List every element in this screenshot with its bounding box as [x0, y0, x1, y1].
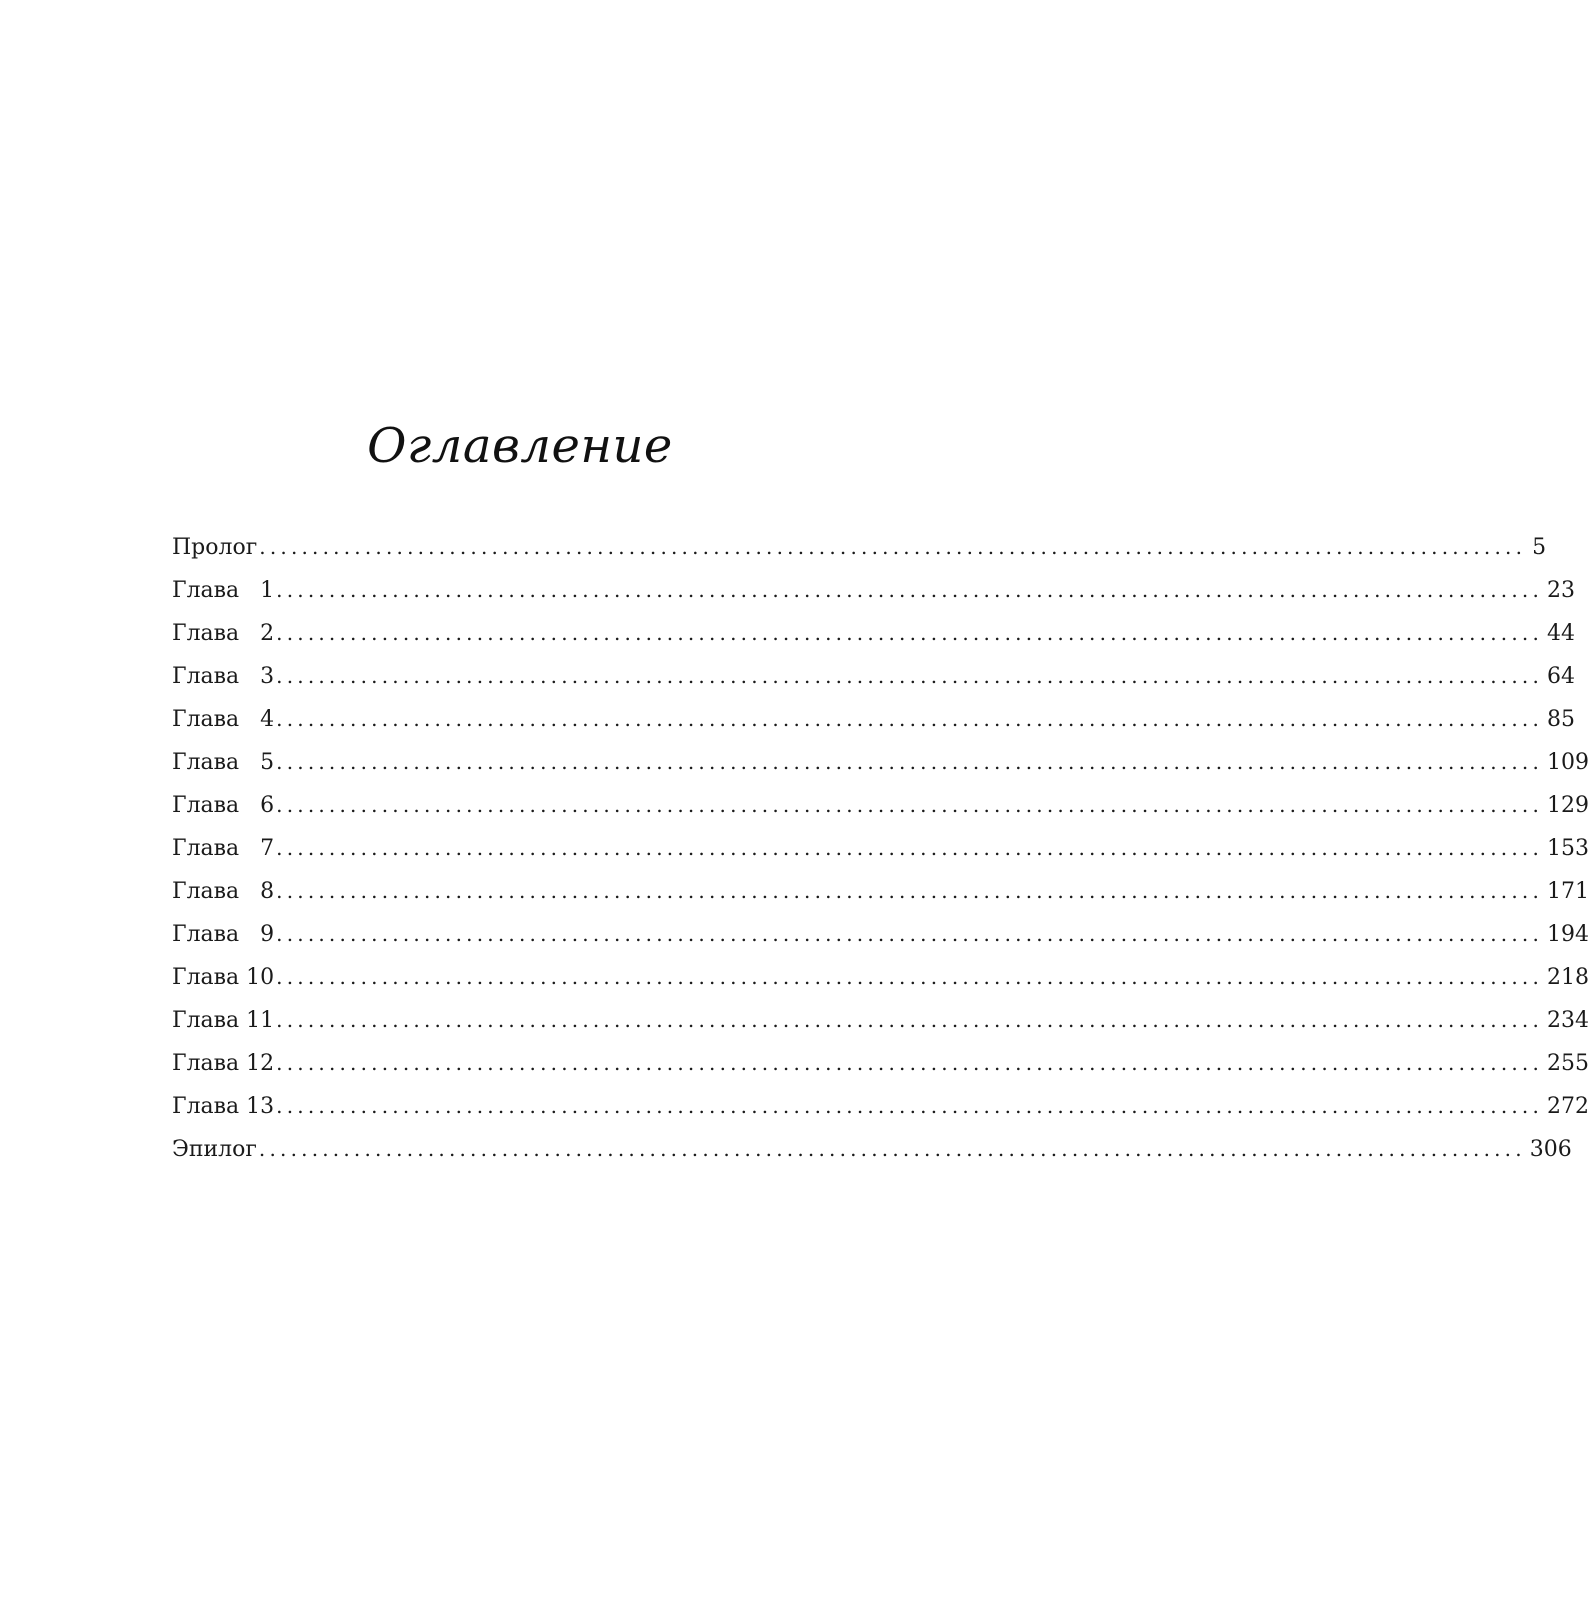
- toc-entry-page: 272: [1547, 1094, 1589, 1119]
- toc-entry-chapter-2: [172, 612, 1576, 655]
- toc-entry-label: Глава 1: [172, 578, 275, 603]
- toc-entry-page: 85: [1547, 707, 1576, 732]
- toc-leader-dots: ........................................................................................................................: [276, 922, 1544, 946]
- toc-entry-label: Глава 6: [172, 793, 275, 818]
- toc-leader-dots: ........................................................................................................................: [276, 1008, 1544, 1032]
- toc-entry-label: Глава 3: [172, 664, 275, 689]
- toc-leader-dots: ........................................................................................................................: [276, 578, 1544, 602]
- toc-entry-page: 255: [1547, 1051, 1589, 1076]
- toc-entry-chapter-5: [172, 741, 1589, 784]
- toc-entry-page: 64: [1547, 664, 1576, 689]
- toc-entry-label: Пролог: [172, 535, 258, 560]
- toc-leader-dots: ........................................................................................................................: [276, 836, 1544, 860]
- toc-entry-chapter-1: [172, 569, 1576, 612]
- toc-leader-dots: ........................................................................................................................: [276, 793, 1544, 817]
- toc-entry-label: Глава 9: [172, 922, 275, 947]
- toc-entry-page: 5: [1532, 535, 1547, 560]
- toc-entry-label: Глава 7: [172, 836, 275, 861]
- toc-entry-page: 109: [1547, 750, 1589, 775]
- toc-entry-page: 44: [1547, 621, 1576, 646]
- toc-entry-chapter-10: [172, 956, 1589, 999]
- toc-entry-epilogue: [172, 1128, 1572, 1171]
- toc-entry-page: 171: [1547, 879, 1589, 904]
- toc-leader-dots: ........................................................................................................................: [276, 965, 1544, 989]
- toc-entry-chapter-8: [172, 870, 1589, 913]
- toc-entry-page: 23: [1547, 578, 1576, 603]
- toc-entry-chapter-11: [172, 999, 1589, 1042]
- toc-entry-chapter-4: [172, 698, 1576, 741]
- toc-entry-page: 306: [1529, 1137, 1572, 1162]
- toc-leader-dots: ........................................................................................................................: [276, 1094, 1544, 1118]
- toc-entry-chapter-7: [172, 827, 1589, 870]
- toc-list: [172, 526, 1589, 1171]
- toc-entry-page: 129: [1547, 793, 1589, 818]
- toc-entry-page: 234: [1547, 1008, 1589, 1033]
- toc-leader-dots: ........................................................................................................................: [276, 750, 1544, 774]
- toc-entry-chapter-6: [172, 784, 1589, 827]
- toc-leader-dots: ........................................................................................................................: [276, 621, 1544, 645]
- toc-entry-chapter-9: [172, 913, 1589, 956]
- toc-entry-label: Глава 5: [172, 750, 275, 775]
- toc-leader-dots: ........................................................................................................................: [259, 535, 1527, 559]
- toc-leader-dots: ........................................................................................................................: [276, 1051, 1544, 1075]
- toc-entry-chapter-12: [172, 1042, 1589, 1085]
- toc-entry-prologue: [172, 526, 1547, 569]
- toc-entry-page: 218: [1547, 965, 1589, 990]
- toc-leader-dots: ........................................................................................................................: [276, 707, 1544, 731]
- toc-leader-dots: ........................................................................................................................: [258, 1137, 1526, 1161]
- toc-entry-label: Глава 2: [172, 621, 275, 646]
- toc-entry-label: Глава 8: [172, 879, 275, 904]
- toc-entry-label: Глава 12: [172, 1051, 275, 1076]
- toc-leader-dots: ........................................................................................................................: [276, 664, 1544, 688]
- toc-title: Оглавление: [367, 418, 673, 474]
- toc-entry-chapter-13: [172, 1085, 1589, 1128]
- toc-entry-chapter-3: [172, 655, 1576, 698]
- toc-entry-label: Глава 10: [172, 965, 275, 990]
- toc-entry-page: 153: [1547, 836, 1589, 861]
- toc-entry-page: 194: [1547, 922, 1589, 947]
- toc-entry-label: Глава 4: [172, 707, 275, 732]
- toc-entry-label: Глава 13: [172, 1094, 275, 1119]
- toc-leader-dots: ........................................................................................................................: [276, 879, 1544, 903]
- toc-entry-label: Эпилог: [172, 1137, 257, 1162]
- toc-entry-label: Глава 11: [172, 1008, 275, 1033]
